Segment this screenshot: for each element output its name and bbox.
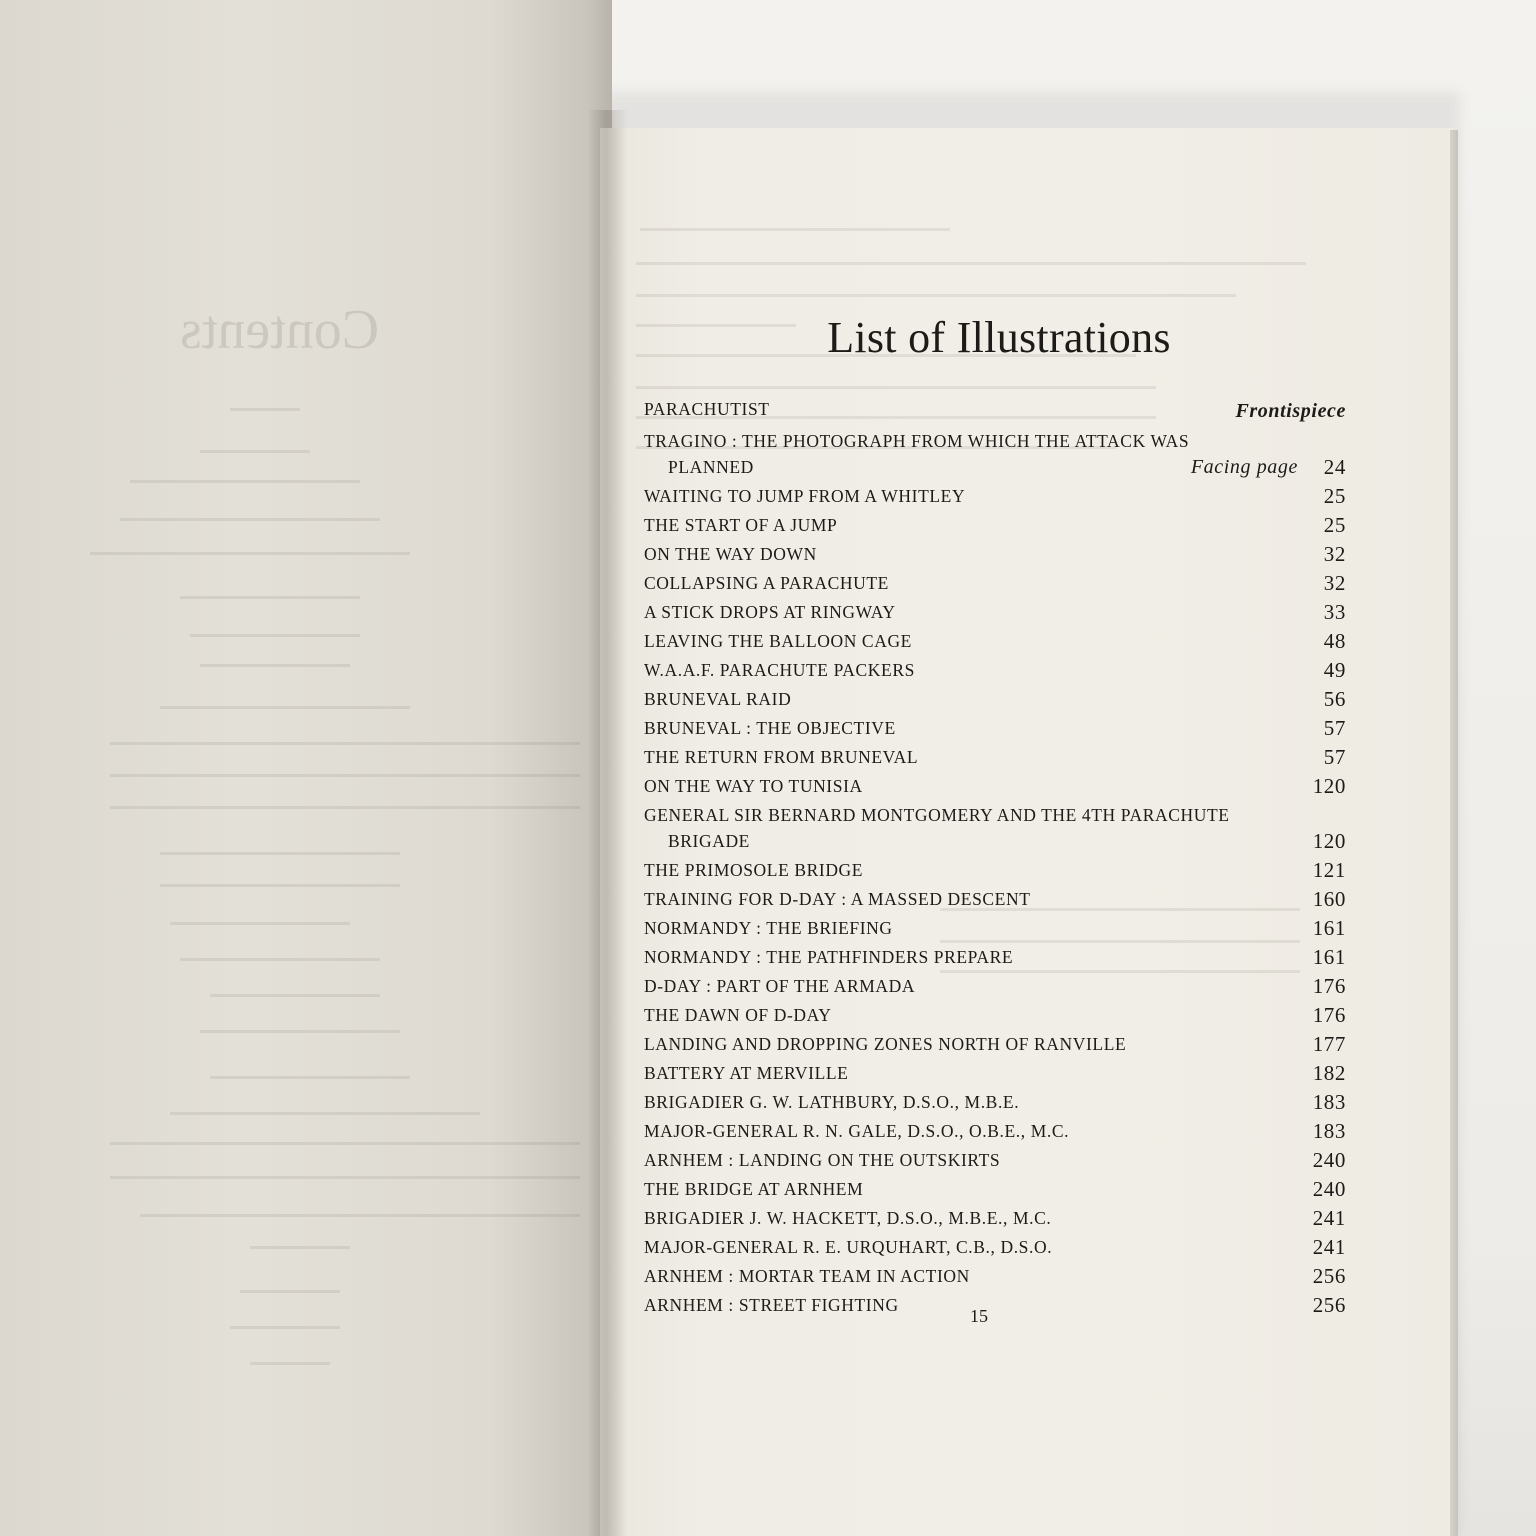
bleed-through-line [240, 1290, 340, 1293]
entry-label: THE DAWN OF D-DAY [644, 1005, 832, 1025]
list-item [644, 1147, 1346, 1173]
list-item [644, 857, 1346, 883]
bleed-through-line [170, 1112, 480, 1115]
entry-page: 160 [1312, 887, 1346, 911]
list-item [644, 686, 1346, 712]
bleed-through-line [250, 1362, 330, 1365]
bleed-through-heading: Contents [180, 299, 380, 361]
entry-page: Frontispiece [1235, 400, 1346, 422]
bleed-through-line [110, 742, 580, 745]
bleed-through-line [200, 664, 350, 667]
list-item [644, 886, 1346, 912]
entry-label: ARNHEM : LANDING ON THE OUTSKIRTS [644, 1150, 1001, 1170]
entry-label: COLLAPSING A PARACHUTE [644, 573, 889, 593]
entry-label: ON THE WAY DOWN [644, 544, 817, 564]
book-gutter [588, 110, 628, 1536]
entry-label: BRUNEVAL RAID [644, 689, 792, 709]
entry-label: BRIGADIER G. W. LATHBURY, D.S.O., M.B.E. [644, 1092, 1020, 1112]
entry-page: 176 [1312, 974, 1346, 998]
bleed-through-line [200, 1030, 400, 1033]
entry-label: LEAVING THE BALLOON CAGE [644, 631, 912, 651]
entry-page: 48 [1323, 629, 1346, 653]
bleed-through-line [230, 408, 300, 411]
list-item [644, 1205, 1346, 1231]
page-number: 15 [970, 1306, 988, 1326]
bleed-through-line [230, 1326, 340, 1329]
entry-page: 240 [1312, 1177, 1346, 1201]
bleed-through-line [90, 552, 410, 555]
list-item [644, 1176, 1346, 1202]
entry-label: ON THE WAY TO TUNISIA [644, 776, 863, 796]
list-item [644, 944, 1346, 970]
entry-page: 32 [1323, 542, 1346, 566]
list-of-illustrations-page [644, 0, 1354, 1536]
entry-page: 256 [1312, 1264, 1346, 1288]
list-item [644, 1002, 1346, 1028]
entry-label-continued: PLANNED [668, 457, 754, 477]
entry-page: 176 [1312, 1003, 1346, 1027]
list-item [644, 541, 1346, 567]
entry-label: BATTERY AT MERVILLE [644, 1063, 849, 1083]
entry-label: MAJOR-GENERAL R. N. GALE, D.S.O., O.B.E., M.C. [644, 1121, 1070, 1141]
page-title: List of Illustrations [827, 313, 1171, 362]
bleed-through-line [170, 922, 350, 925]
list-item [644, 570, 1346, 596]
bleed-through-line [110, 806, 580, 809]
bleed-through-line [110, 774, 580, 777]
entry-label: A STICK DROPS AT RINGWAY [644, 602, 896, 622]
list-item [644, 512, 1346, 538]
entry-page: 25 [1323, 513, 1346, 537]
list-item [644, 973, 1346, 999]
entry-page: 120 [1312, 774, 1346, 798]
bleed-through-line [140, 1214, 580, 1217]
list-item [644, 396, 1346, 424]
entry-page: 241 [1312, 1206, 1346, 1230]
list-item [644, 428, 1346, 480]
bleed-through-line [180, 958, 380, 961]
entry-page: 33 [1323, 600, 1346, 624]
list-item [644, 1234, 1346, 1260]
entry-page: 121 [1312, 858, 1346, 882]
list-item [644, 773, 1346, 799]
entry-page: 25 [1323, 484, 1346, 508]
entry-label: MAJOR-GENERAL R. E. URQUHART, C.B., D.S.O. [644, 1237, 1053, 1257]
entry-label: ARNHEM : STREET FIGHTING [644, 1295, 899, 1315]
bleed-through-line [200, 450, 310, 453]
bleed-through-line [210, 1076, 410, 1079]
entry-label: NORMANDY : THE BRIEFING [644, 918, 893, 938]
entry-label: PARACHUTIST [644, 399, 770, 419]
bleed-through-line [120, 518, 380, 521]
bleed-through-line [250, 1246, 350, 1249]
list-item [644, 657, 1346, 683]
list-item [644, 715, 1346, 741]
list-item [644, 744, 1346, 770]
entry-page: 183 [1312, 1119, 1346, 1143]
bleed-through-line [190, 634, 360, 637]
list-item [644, 915, 1346, 941]
entry-page: 240 [1312, 1148, 1346, 1172]
bleed-through-line [110, 1142, 580, 1145]
list-item [644, 1089, 1346, 1115]
list-item [644, 1060, 1346, 1086]
entry-page: 57 [1323, 745, 1346, 769]
illustrations-list [644, 396, 1346, 1318]
list-item [644, 483, 1346, 509]
entry-page: 241 [1312, 1235, 1346, 1259]
list-item [644, 1031, 1346, 1057]
entry-page: 182 [1312, 1061, 1346, 1085]
entry-label: BRIGADIER J. W. HACKETT, D.S.O., M.B.E., M.C. [644, 1208, 1052, 1228]
list-item [644, 628, 1346, 654]
entry-page: 24 [1323, 455, 1346, 479]
list-item [644, 802, 1346, 854]
entry-label: WAITING TO JUMP FROM A WHITLEY [644, 486, 966, 506]
list-item [644, 599, 1346, 625]
entry-label: THE RETURN FROM BRUNEVAL [644, 747, 919, 767]
bleed-through-line [130, 480, 360, 483]
list-item [644, 1118, 1346, 1144]
facing-page-label: Facing page [1190, 456, 1298, 478]
entry-page: 177 [1312, 1032, 1346, 1056]
entry-label: THE BRIDGE AT ARNHEM [644, 1179, 864, 1199]
entry-page: 56 [1323, 687, 1346, 711]
entry-page: 49 [1323, 658, 1346, 682]
bleed-through-line [210, 994, 380, 997]
bleed-through-line [180, 596, 360, 599]
entry-page: 57 [1323, 716, 1346, 740]
entry-page: 161 [1312, 916, 1346, 940]
entry-label: LANDING AND DROPPING ZONES NORTH OF RANVILLE [644, 1034, 1127, 1054]
bleed-through-line [160, 706, 410, 709]
entry-label: D-DAY : PART OF THE ARMADA [644, 976, 916, 996]
entry-label: THE PRIMOSOLE BRIDGE [644, 860, 864, 880]
entry-label: THE START OF A JUMP [644, 515, 838, 535]
left-page [0, 0, 612, 1536]
entry-label: ARNHEM : MORTAR TEAM IN ACTION [644, 1266, 970, 1286]
entry-label: TRAGINO : THE PHOTOGRAPH FROM WHICH THE ATTACK WAS [644, 431, 1190, 451]
page-edge [1450, 130, 1458, 1536]
entry-page: 256 [1312, 1293, 1346, 1317]
entry-label: GENERAL SIR BERNARD MONTGOMERY AND THE 4TH PARACHUTE [644, 805, 1230, 825]
entry-page: 183 [1312, 1090, 1346, 1114]
entry-label: W.A.A.F. PARACHUTE PACKERS [644, 660, 915, 680]
entry-label: TRAINING FOR D-DAY : A MASSED DESCENT [644, 889, 1031, 909]
bleed-through-line [110, 1176, 580, 1179]
entry-page: 120 [1312, 829, 1346, 853]
entry-page: 161 [1312, 945, 1346, 969]
bleed-through-line [160, 884, 400, 887]
entry-label: NORMANDY : THE PATHFINDERS PREPARE [644, 947, 1014, 967]
list-item [644, 1263, 1346, 1289]
entry-label: BRUNEVAL : THE OBJECTIVE [644, 718, 896, 738]
entry-page: 32 [1323, 571, 1346, 595]
entry-label-continued: BRIGADE [668, 831, 750, 851]
bleed-through-line [160, 852, 400, 855]
